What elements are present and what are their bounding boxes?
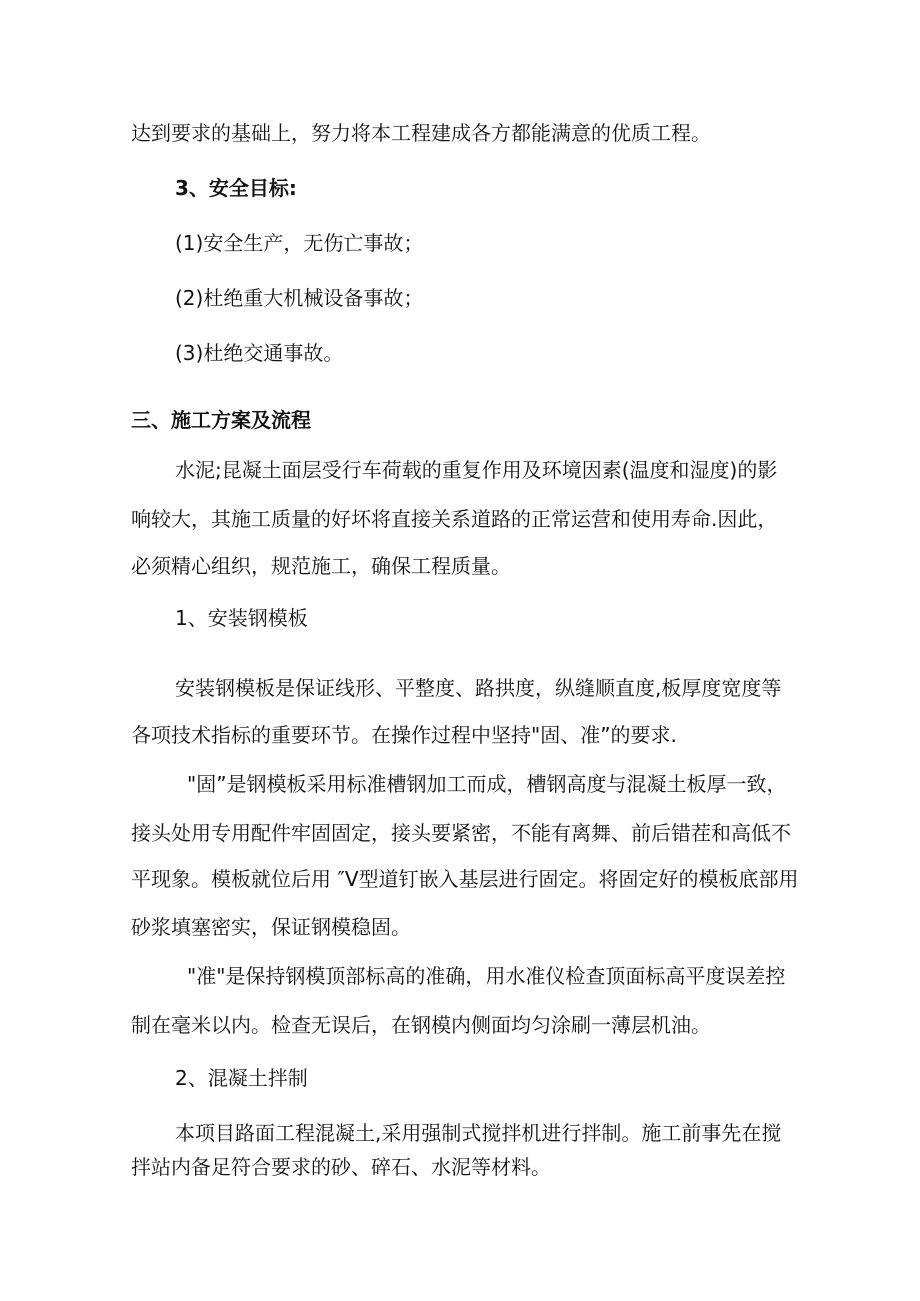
safety-item: (1)安全生产，无伤亡事故； [175,231,424,255]
safety-item: (3)杜绝交通事故。 [175,341,344,365]
subsection-heading: 1、安装钢模板 [175,606,308,630]
paragraph-line: 接头处用专用配件牢固固定，接头要紧密，不能有离舞、前后错茬和高低不 [131,821,791,845]
paragraph-line: 响较大，其施工质量的好坏将直接关系道路的正常运营和使用寿命.因此， [131,507,778,531]
paragraph-line: 安装钢模板是保证线形、平整度、路拱度，纵缝顺直度,板厚度宽度等 [175,676,782,700]
paragraph-line: 拌站内备足符合要求的砂、碎石、水泥等材料。 [131,1155,551,1179]
intro-line: 达到要求的基础上，努力将本工程建成各方都能满意的优质工程。 [131,121,711,145]
section-heading: 三、施工方案及流程 [131,408,311,432]
paragraph-line: "准"是保持钢模顶部标高的准确，用水准仪检查顶面标高平度误差控 [187,964,786,988]
paragraph-line: 水泥;昆凝土面层受行车荷载的重复作用及环境因素(温度和湿度)的影 [175,458,778,482]
paragraph-line: 各项技术指标的重要环节。在操作过程中坚持"固、准”的要求. [131,723,677,747]
paragraph-line: 平现象。模板就位后用 ″V型道钉嵌入基层进行固定。将固定好的模板底部用 [131,867,799,891]
paragraph-line: 必须精心组织，规范施工，确保工程质量。 [131,554,511,578]
safety-item: (2)杜绝重大机械设备事故； [175,286,424,310]
subsection-heading: 2、混凝土拌制 [175,1066,308,1090]
paragraph-line: 制在毫米以内。检查无误后，在钢模内侧面均匀涂刷一薄层机油。 [131,1013,711,1037]
paragraph-line: 本项目路面工程混凝土,采用强制式搅拌机进行拌制。施工前事先在搅 [175,1121,782,1145]
paragraph-line: "固”是钢模板采用标准槽钢加工而成，槽钢高度与混凝土板厚一致， [187,772,787,796]
safety-heading: 3、安全目标: [175,176,297,200]
paragraph-line: 砂浆填塞密实，保证钢模稳固。 [131,915,411,939]
